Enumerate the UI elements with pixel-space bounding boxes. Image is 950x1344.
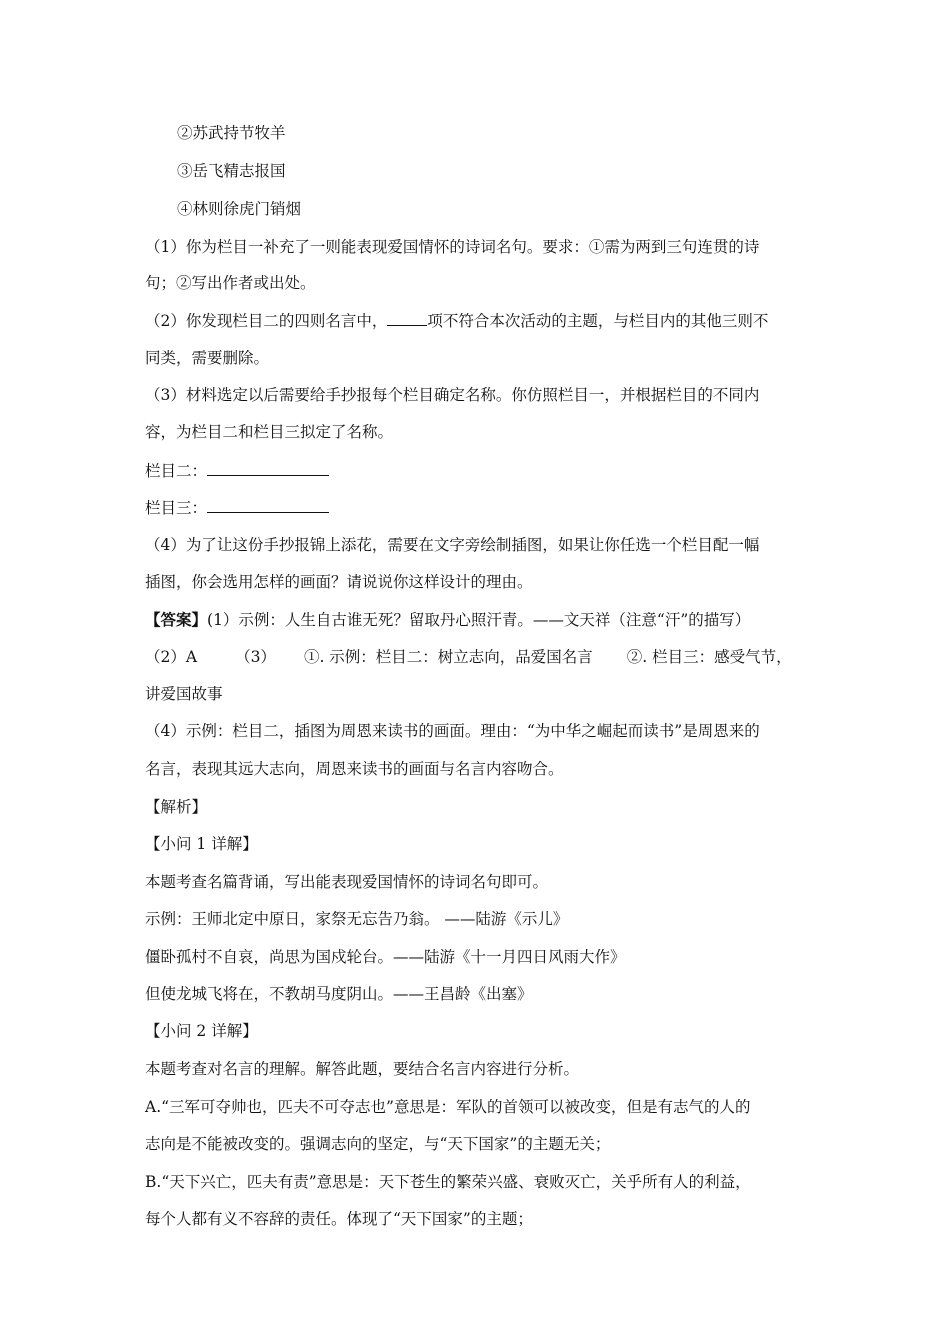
analysis-sub-1-line-2: 示例：王师北定中原日，家祭无忘告乃翁。 ——陆游《示儿》	[145, 910, 569, 928]
question-1-line-2: 句；②写出作者或出处。	[145, 274, 316, 292]
analysis-sub-1-line-3: 僵卧孤村不自哀，尚思为国戍轮台。——陆游《十一月四日风雨大作》	[145, 948, 626, 966]
analysis-label: 【解析】	[145, 798, 208, 816]
answer-3-label: （3）	[235, 648, 276, 666]
answer-blank[interactable]	[387, 311, 427, 326]
answer-2: （2）A	[145, 648, 198, 666]
analysis-sub-2-line-4: B.“天下兴亡，匹夫有责”意思是：天下苍生的繁荣兴盛、衰败灭亡，关乎所有人的利益，	[145, 1173, 751, 1191]
item-su-wu: ②苏武持节牧羊	[177, 124, 286, 142]
answer-3-part-2: ②. 栏目三：感受气节，	[626, 648, 792, 666]
analysis-sub-2-line-1: 本题考查对名言的理解。解答此题，要结合名言内容进行分析。	[145, 1060, 580, 1078]
analysis-sub-1-label: 【小问 1 详解】	[145, 835, 258, 853]
column-3-blank[interactable]	[207, 498, 329, 513]
answer-1-text: (1）示例：人生自古谁无死？留取丹心照汗青。——文天祥（注意“汗”的描写）	[207, 611, 751, 629]
item-lin-zexu: ④林则徐虎门销烟	[177, 200, 302, 218]
column-2-label: 栏目二：	[145, 462, 208, 480]
analysis-sub-2-line-2: A.“三军可夺帅也，匹夫不可夺志也”意思是：军队的首领可以被改变，但是有志气的人的	[145, 1098, 751, 1116]
question-3-line-2: 容，为栏目二和栏目三拟定了名称。	[145, 423, 394, 441]
analysis-sub-1-line-4: 但使龙城飞将在，不教胡马度阴山。——王昌龄《出塞》	[145, 985, 533, 1003]
analysis-sub-2-line-5: 每个人都有义不容辞的责任。体现了“天下国家”的主题；	[145, 1210, 533, 1228]
answer-line-2	[145, 646, 815, 668]
column-2-line	[145, 460, 815, 482]
question-2-line-1	[145, 310, 815, 332]
column-3-line	[145, 497, 815, 519]
answer-3-part-1: ①. 示例：栏目二：树立志向，品爱国名言	[303, 648, 593, 666]
answer-line-3: 讲爱国故事	[145, 685, 223, 703]
analysis-sub-1-line-1: 本题考查名篇背诵，写出能表现爱国情怀的诗词名句即可。	[145, 873, 549, 891]
answer-4-line-1: （4）示例：栏目二，插图为周恩来读书的画面。理由：“为中华之崛起而读书”是周恩来的	[145, 722, 760, 740]
question-2-prefix: （2）你发现栏目二的四则名言中，	[145, 312, 388, 330]
answer-label: 【答案】	[145, 610, 208, 629]
column-2-blank[interactable]	[207, 461, 329, 476]
question-3-line-1: （3）材料选定以后需要给手抄报每个栏目确定名称。你仿照栏目一，并根据栏目的不同内	[145, 386, 760, 404]
answer-4-line-2: 名言，表现其远大志向，周恩来读书的画面与名言内容吻合。	[145, 760, 564, 778]
item-yue-fei: ③岳飞精志报国	[177, 162, 286, 180]
answer-line-1	[145, 609, 815, 631]
question-4-line-1: （4）为了让这份手抄报锦上添花，需要在文字旁绘制插图，如果让你任选一个栏目配一幅	[145, 536, 760, 554]
column-3-label: 栏目三：	[145, 499, 208, 517]
question-2-line-2: 同类，需要删除。	[145, 349, 270, 367]
analysis-sub-2-label: 【小问 2 详解】	[145, 1022, 258, 1040]
question-2-suffix: 项不符合本次活动的主题，与栏目内的其他三则不	[427, 312, 769, 330]
question-4-line-2: 插图，你会选用怎样的画面？请说说你这样设计的理由。	[145, 573, 533, 591]
question-1-line-1: （1）你为栏目一补充了一则能表现爱国情怀的诗词名句。要求：①需为两到三句连贯的诗	[145, 238, 760, 256]
analysis-sub-2-line-3: 志向是不能被改变的。强调志向的坚定，与“天下国家”的主题无关；	[145, 1135, 611, 1153]
